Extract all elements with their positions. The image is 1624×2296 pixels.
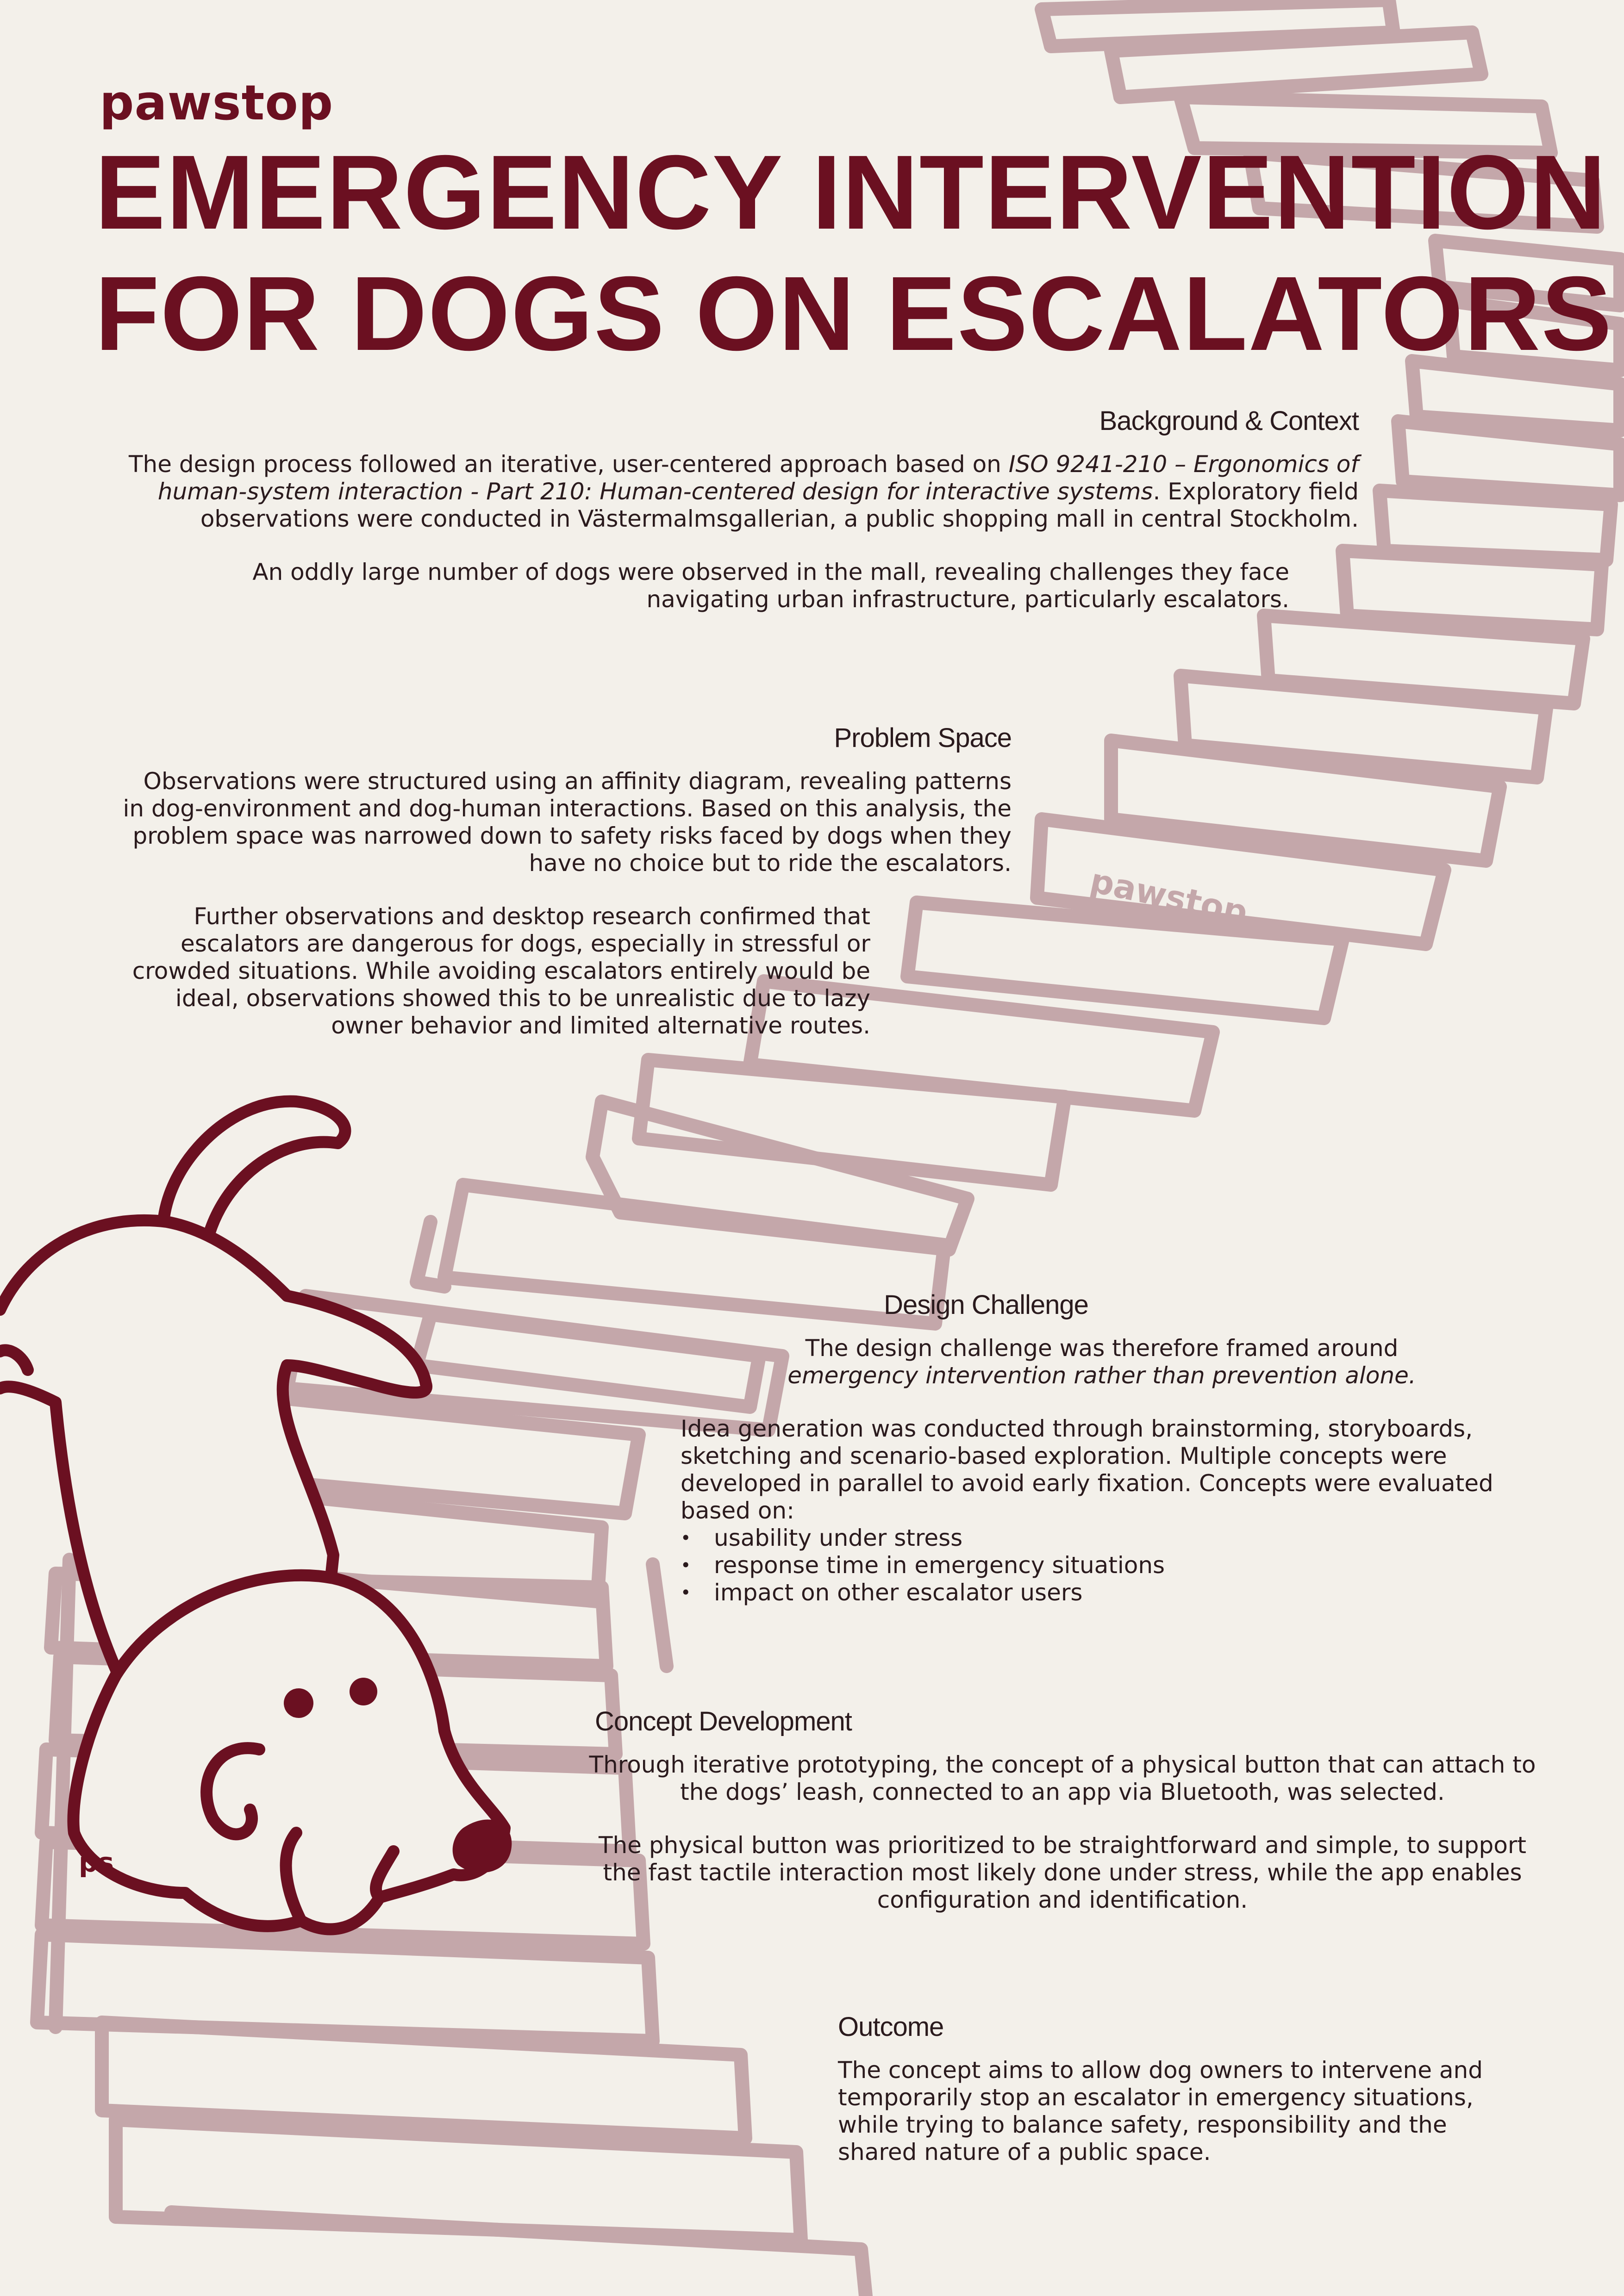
criteria-item: • response time in emergency situations <box>681 1552 1537 1579</box>
background-heading: Background & Context <box>1099 406 1359 436</box>
problem-paragraph-2: Further observations and desktop research confirmed that escalators are dangerous for dogs, especially in stressful or crowded situations. While avoiding escalators entirely would be ideal, observations showed this to be unrealistic due to lazy owner behavior and limited alternative routes. <box>132 903 870 1039</box>
criteria-item: • usability under stress <box>681 1524 1537 1552</box>
title-line-1: EMERGENCY INTERVENTION <box>95 134 1607 251</box>
background-paragraph-1 <box>93 451 1359 533</box>
brand-logo: pawstop <box>100 75 334 131</box>
evaluation-criteria-list <box>667 1524 1537 1606</box>
step-logo-stamp: pawstop <box>1087 861 1251 932</box>
concept-heading: Concept Development <box>595 1706 852 1736</box>
problem-heading: Problem Space <box>834 723 1012 753</box>
design-challenge-section <box>667 1291 1537 1606</box>
criteria-item: • impact on other escalator users <box>681 1579 1537 1606</box>
page-title <box>95 132 1613 374</box>
title-line-2: FOR DOGS ON ESCALATORS <box>95 255 1613 373</box>
background-paragraph-2: An oddly large number of dogs were observed in the mall, revealing challenges they face navigating urban infrastructure, particularly escalators. <box>252 559 1289 613</box>
background-section <box>93 407 1359 639</box>
concept-paragraph-1: Through iterative prototyping, the concept of a physical button that can attach to the dogs’ leash, connected to an app via Bluetooth, was selected. <box>589 1751 1536 1805</box>
iso-standard-reference: ISO 9241-210 – Ergonomics of human-system interaction - Part 210: Human-centered design for interactive systems <box>157 451 1359 505</box>
background-rest-text: . Exploratory field observations were conducted in Västermalmsgallerian, a public shopping mall in central Stockholm. <box>200 478 1359 532</box>
design-emphasis-text: emergency intervention rather than prevention alone. <box>787 1362 1416 1389</box>
problem-section <box>120 724 1012 1065</box>
outcome-section <box>838 2013 1532 2192</box>
design-challenge-paragraph-1 <box>667 1335 1537 1389</box>
design-intro-text: The design challenge was therefore framed around <box>805 1335 1399 1362</box>
design-challenge-heading: Design Challenge <box>884 1290 1088 1320</box>
outcome-heading: Outcome <box>838 2012 944 2042</box>
outcome-paragraph: The concept aims to allow dog owners to intervene and temporarily stop an escalator in emergency situations, while trying to balance safety, responsibility and the shared nature of a public space. <box>838 2057 1483 2165</box>
background-intro-text: The design process followed an iterative, user-centered approach based on <box>128 451 1009 478</box>
design-challenge-paragraph-2: Idea generation was conducted through brainstorming, storyboards, sketching and scenario-based exploration. Multiple concepts were developed in parallel to avoid early fixation. Concepts were evaluated based on: <box>681 1415 1493 1524</box>
concept-paragraph-2: The physical button was prioritized to be straightforward and simple, to support the fast tactile interaction most likely done under stress, while the app enables configuration and identification. <box>598 1832 1527 1913</box>
concept-section <box>588 1708 1537 1940</box>
monogram: ps <box>79 1847 114 1878</box>
problem-paragraph-1: Observations were structured using an affinity diagram, revealing patterns in dog-environment and dog-human interactions. Based on this analysis, the problem space was narrowed down to safety risks faced by dogs when they have no choice but to ride the escalators. <box>123 768 1012 877</box>
